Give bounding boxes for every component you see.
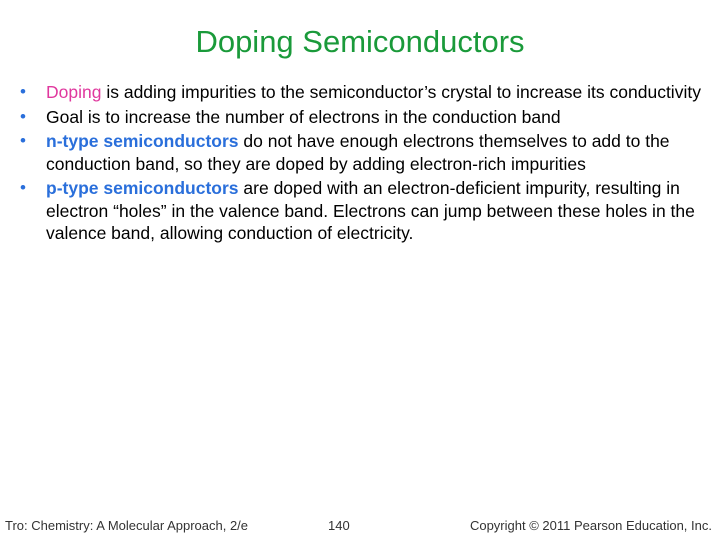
bullet-icon: • (20, 82, 26, 101)
term-doping: Doping (46, 82, 102, 102)
bullet-item-doping (18, 81, 708, 104)
term-p-type: p-type semiconductors (46, 178, 239, 198)
footer-copyright: Copyright © 2011 Pearson Education, Inc. (469, 518, 712, 533)
term-n-type: n-type semiconductors (46, 131, 239, 151)
bullet-text: Goal is to increase the number of electrons in the conduction band (46, 106, 561, 127)
footer-page-number: 140 (328, 518, 350, 533)
bullet-item-goal (18, 106, 708, 129)
bullet-icon: • (20, 178, 26, 197)
bullet-list (18, 81, 708, 247)
slide-title: Doping Semiconductors (195, 24, 525, 59)
bullet-text: do not have enough electrons themselves to add to the conduction band, so they are doped by adding electron-rich impurities (46, 131, 670, 174)
bullet-text: is adding impurities to the semiconductor’s crystal to increase its conductivity (101, 82, 701, 102)
bullet-icon: • (20, 131, 26, 150)
bullet-item-n-type (18, 130, 708, 175)
bullet-text: are doped with an electron-deficient impurity, resulting in electron “holes” in the valence band. Electrons can jump between these holes in the valence band, allowing conduction of electricity. (46, 178, 695, 243)
bullet-item-p-type (18, 177, 708, 245)
bullet-icon: • (20, 106, 26, 126)
footer-book-title: Tro: Chemistry: A Molecular Approach, 2/e (5, 518, 249, 533)
